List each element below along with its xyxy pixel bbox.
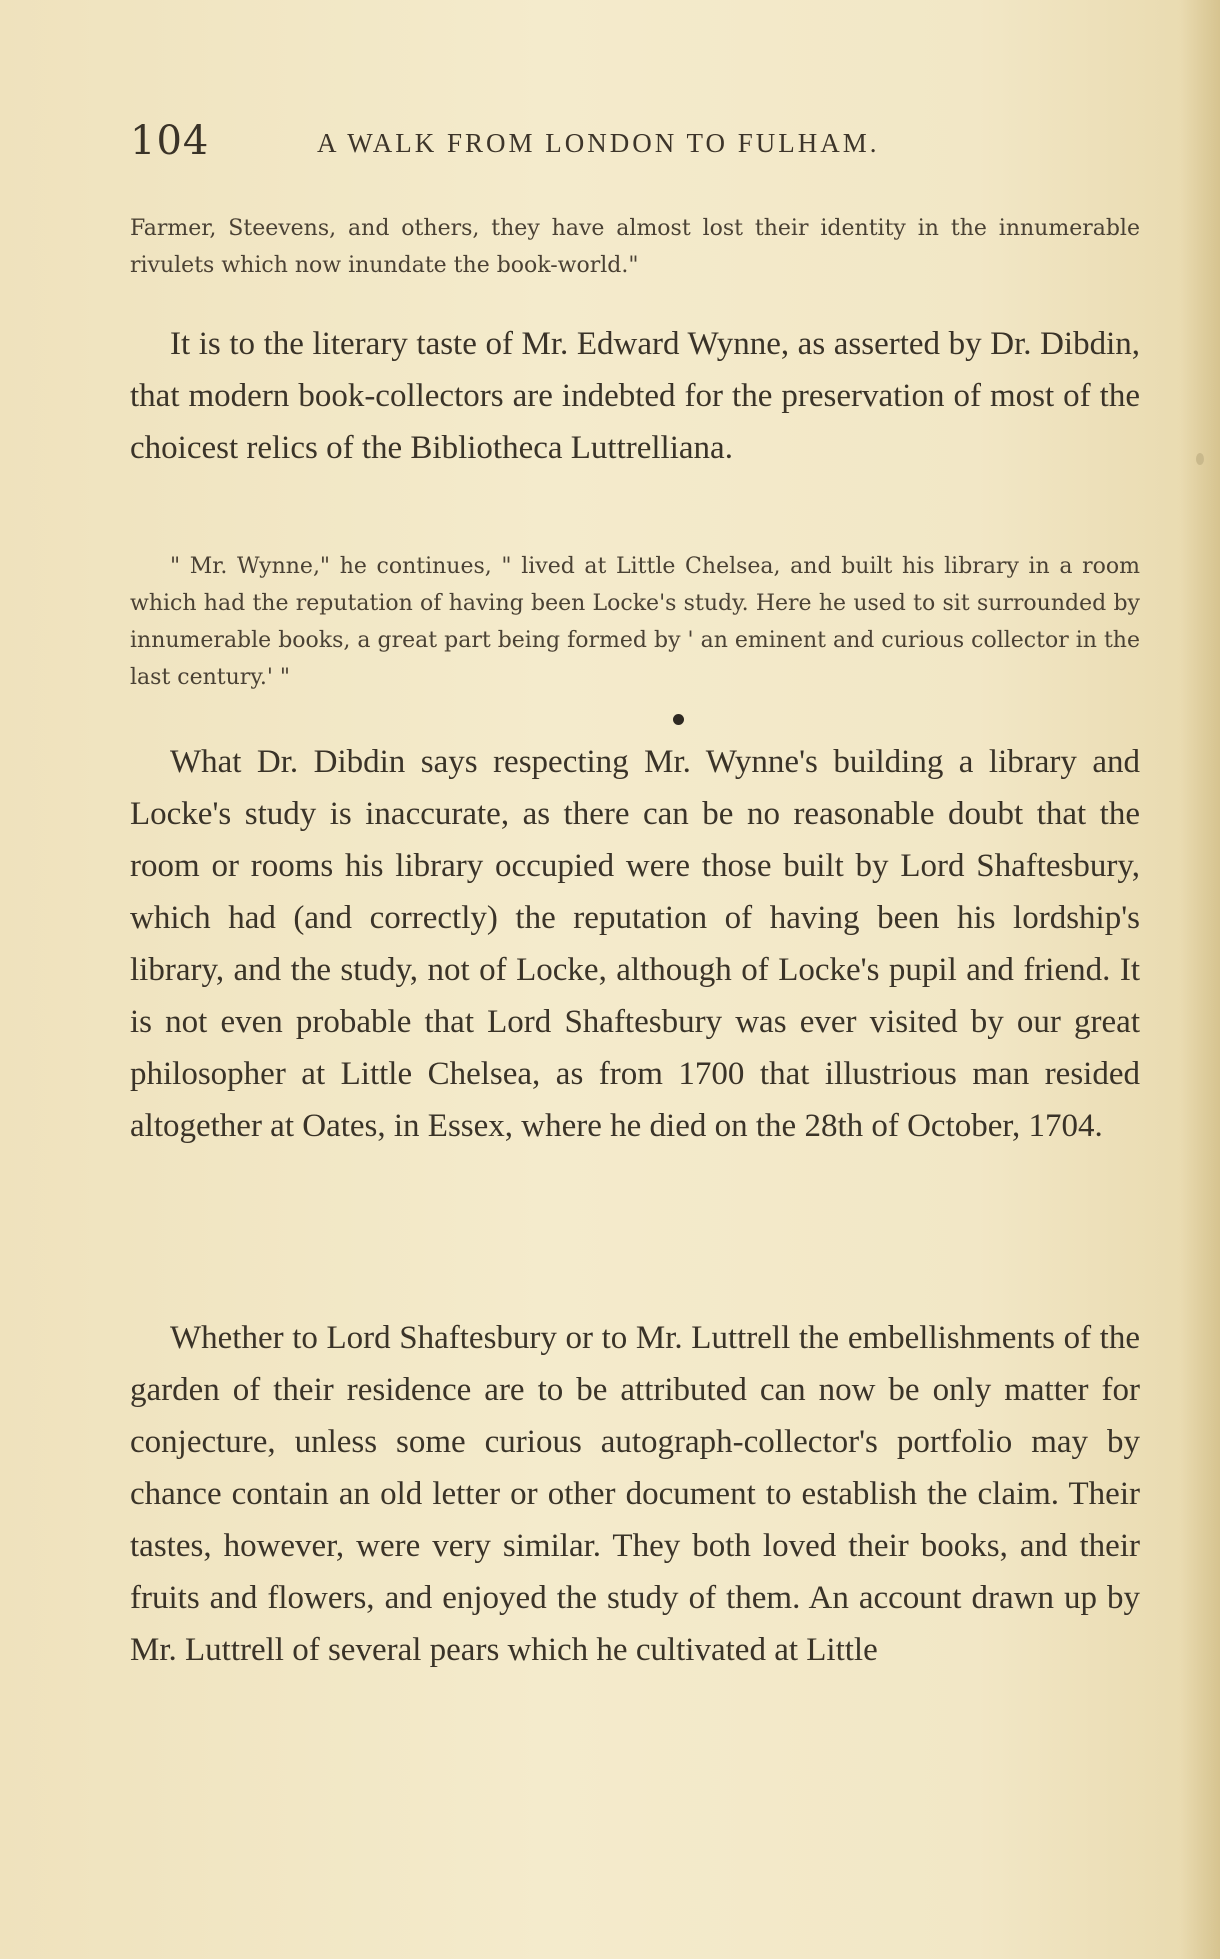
dibdin-quote-paragraph: " Mr. Wynne," he continues, " lived at Little Chelsea, and built his library in a room which had the reputation of having been Locke's study. Here he used to sit surrounded by innumerable books, a great part being formed by ' an eminent and curious collector in the last century.' " xyxy=(130,554,1140,690)
locke-study-paragraph: What Dr. Dibdin says respecting Mr. Wynne's building a library and Locke's study is inaccurate, as there can be no reasonable doubt that the room or rooms his library occupied were those built by Lord Shaftesbury, which had (and correctly) the reputation of having been his lordship's library, and the study, not of Locke, although of Locke's pupil and friend. It is not even probable that Lord Shaftesbury was ever visited by our great philosopher at Little Chelsea, as from 1700 that illustrious man resided altogether at Oates, in Essex, where he died on the 28th of October, 1704. xyxy=(130,744,1140,1144)
page-header xyxy=(130,118,1150,168)
wynne-taste-paragraph: It is to the literary taste of Mr. Edward Wynne, as asserted by Dr. Dibdin, that modern book-collectors are indebted for the preservation of most of the choicest relics of the Bibliotheca Luttrelliana. xyxy=(130,326,1140,466)
continued-quote-paragraph: Farmer, Steevens, and others, they have almost lost their identity in the innumerable rivulets which now inundate the book-world." xyxy=(130,216,1140,278)
page-number: 104 xyxy=(130,118,210,164)
margin-speck xyxy=(1196,453,1204,465)
garden-paragraph: Whether to Lord Shaftesbury or to Mr. Luttrell the embellishments of the garden of their residence are to be attributed can now be only matter for conjecture, unless some curious autograph-collector's portfolio may by chance contain an old letter or other document to establish the claim. Their tastes, however, were very similar. They both loved their books, and their fruits and flowers, and enjoyed the study of them. An account drawn up by Mr. Luttrell of several pears which he cultivated at Little xyxy=(130,1320,1140,1668)
page-edge-shadow xyxy=(1180,0,1220,1959)
running-title: A WALK FROM LONDON TO FULHAM. xyxy=(317,128,880,158)
ink-dot xyxy=(673,714,684,725)
